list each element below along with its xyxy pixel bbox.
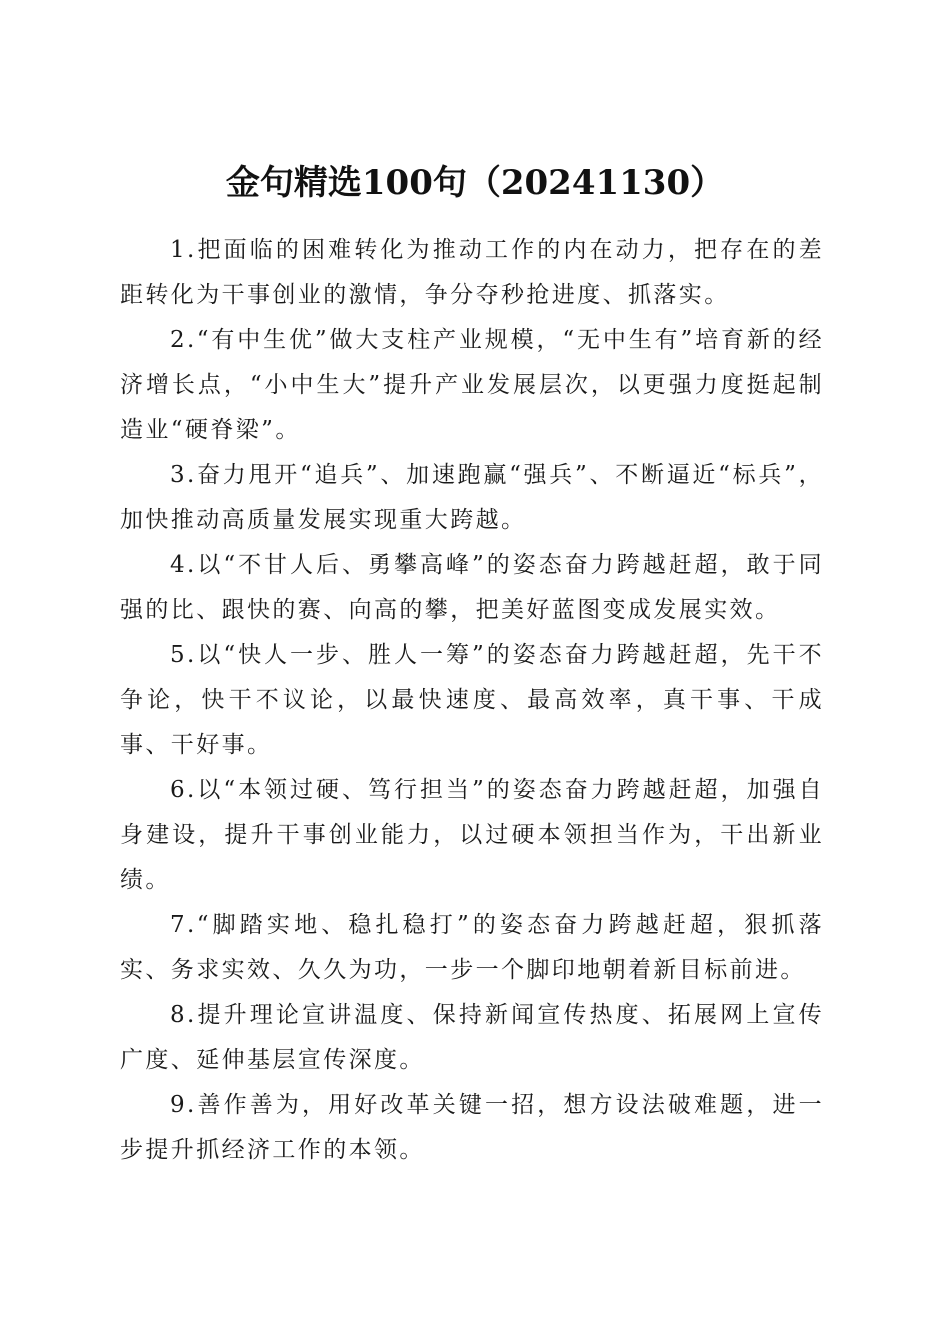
list-item-3: 3.奋力甩开“追兵”、加速跑赢“强兵”、不断逼近“标兵”，加快推动高质量发展实现重大跨越。 — [120, 462, 824, 533]
list-item-6: 6.以“本领过硬、笃行担当”的姿态奋力跨越赶超，加强自身建设，提升干事创业能力，以过硬本领担当作为，干出新业绩。 — [120, 777, 824, 893]
document-title: 金句精选100句（20241130） — [225, 162, 725, 203]
list-item-4: 4.以“不甘人后、勇攀高峰”的姿态奋力跨越赶超，敢于同强的比、跟快的赛、向高的攀，把美好蓝图变成发展实效。 — [120, 552, 824, 623]
list-item-2: 2.“有中生优”做大支柱产业规模，“无中生有”培育新的经济增长点，“小中生大”提升产业发展层次，以更强力度挺起制造业“硬脊梁”。 — [120, 327, 824, 443]
list-item-5: 5.以“快人一步、胜人一筹”的姿态奋力跨越赶超，先干不争论，快干不议论，以最快速度、最高效率，真干事、干成事、干好事。 — [120, 642, 824, 758]
list-item-7: 7.“脚踏实地、稳扎稳打”的姿态奋力跨越赶超，狠抓落实、务求实效、久久为功，一步一个脚印地朝着新目标前进。 — [120, 912, 824, 983]
document-body — [120, 228, 824, 1173]
list-item-1: 1.把面临的困难转化为推动工作的内在动力，把存在的差距转化为干事创业的激情，争分夺秒抢进度、抓落实。 — [120, 237, 824, 308]
list-item-8: 8.提升理论宣讲温度、保持新闻宣传热度、拓展网上宣传广度、延伸基层宣传深度。 — [120, 1002, 824, 1073]
list-item-9: 9.善作善为，用好改革关键一招，想方设法破难题，进一步提升抓经济工作的本领。 — [120, 1092, 824, 1163]
